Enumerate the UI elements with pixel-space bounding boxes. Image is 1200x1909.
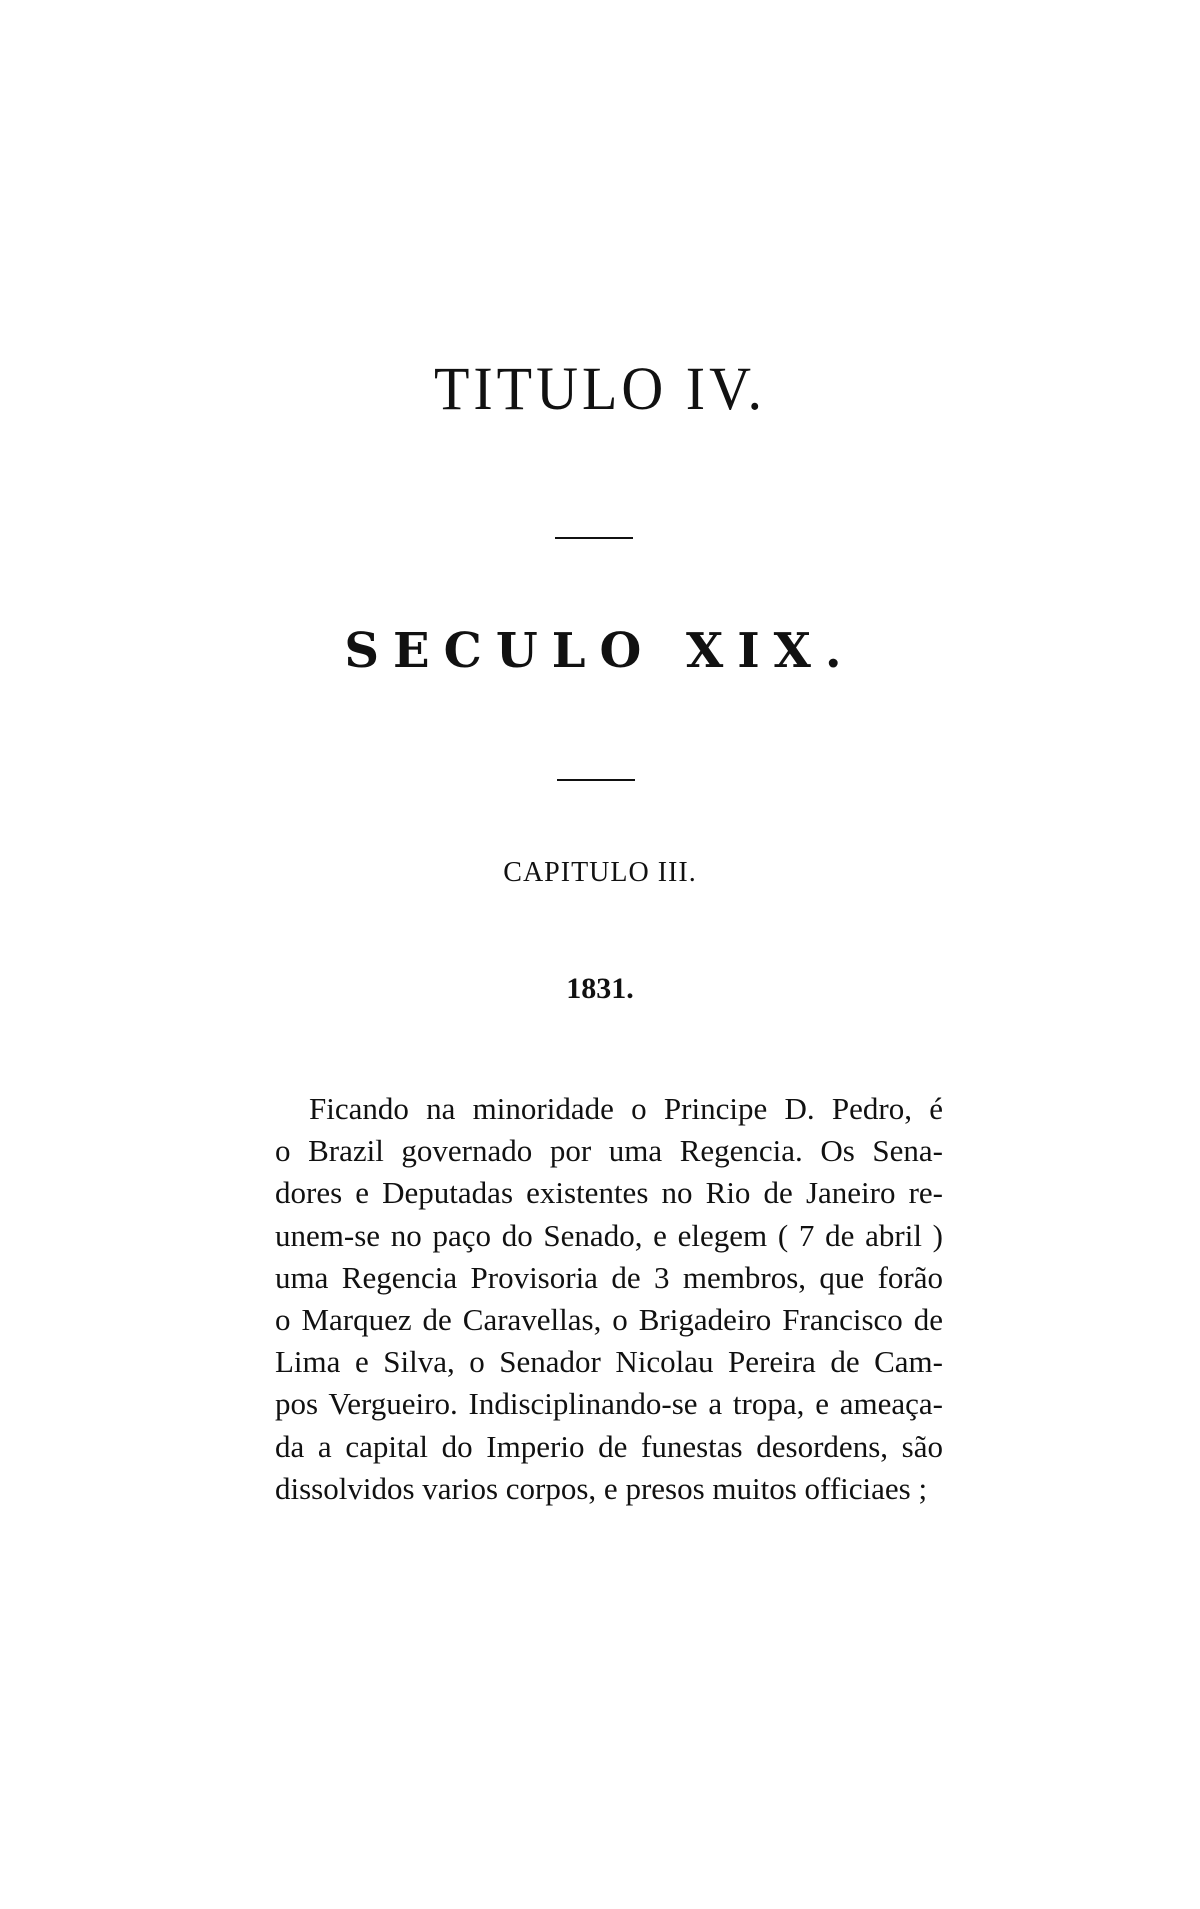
text-line: da a capital do Imperio de funestas desordens, são bbox=[275, 1428, 943, 1464]
text-line: dores e Deputadas existentes no Rio de Janeiro re- bbox=[275, 1175, 943, 1211]
text-line: Ficando na minoridade o Principe D. Pedro, é bbox=[309, 1091, 943, 1126]
text-line: o Marquez de Caravellas, o Brigadeiro Francisco de bbox=[275, 1301, 943, 1337]
text-line: uma Regencia Provisoria de 3 membros, que forão bbox=[275, 1259, 943, 1295]
text-line: dissolvidos varios corpos, e presos muitos officiaes ; bbox=[275, 1470, 928, 1506]
body-paragraph bbox=[275, 1088, 943, 1510]
divider-rule bbox=[557, 779, 635, 781]
text-line: unem-se no paço do Senado, e elegem ( 7 de abril ) bbox=[275, 1217, 943, 1253]
text-line: o Brazil governado por uma Regencia. Os Sena- bbox=[275, 1133, 943, 1169]
capitulo-heading: CAPITULO III. bbox=[503, 857, 697, 888]
titulo-heading: TITULO IV. bbox=[433, 354, 767, 423]
divider-rule bbox=[555, 537, 633, 539]
seculo-heading: SECULO XIX. bbox=[344, 623, 856, 679]
text-line: pos Vergueiro. Indisciplinando-se a tropa, e ameaça- bbox=[275, 1386, 943, 1422]
text-line: Lima e Silva, o Senador Nicolau Pereira de Cam- bbox=[275, 1344, 943, 1380]
year-heading: 1831. bbox=[566, 972, 634, 1005]
